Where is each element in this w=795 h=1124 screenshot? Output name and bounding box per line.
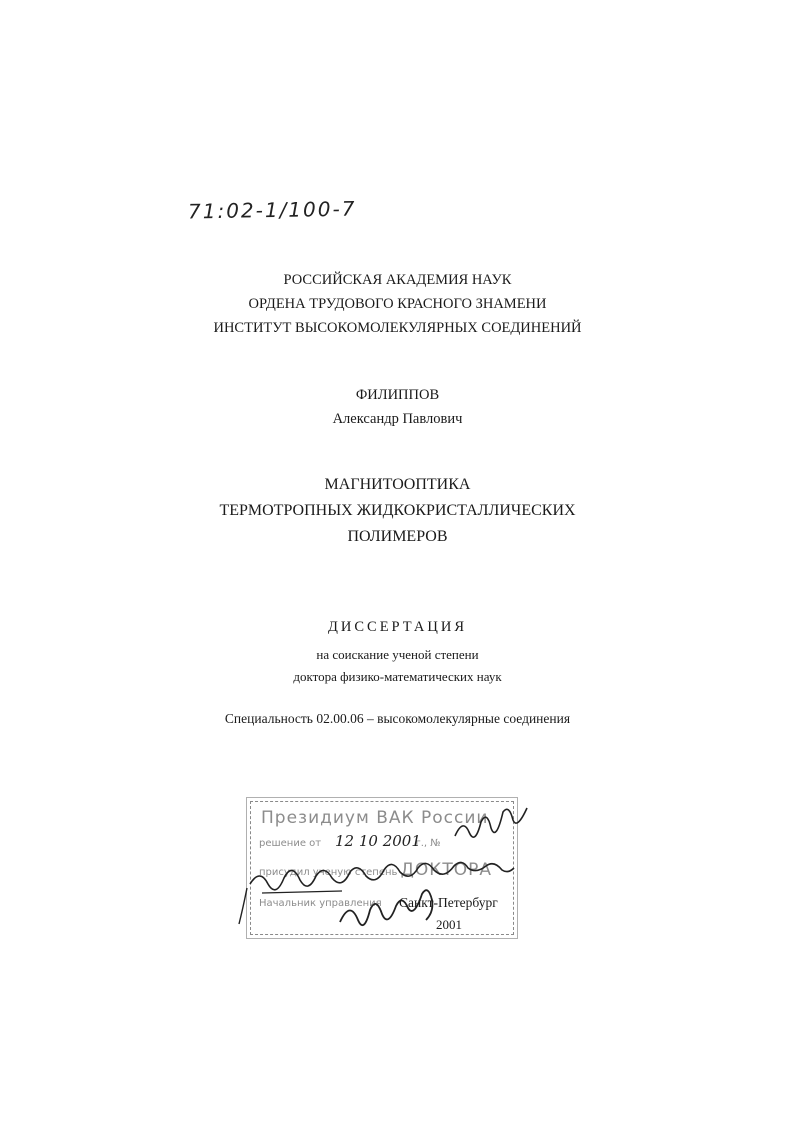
stamp-degree-prefix: присудил ученую степень <box>259 867 398 878</box>
institution-line-1: РОССИЙСКАЯ АКАДЕМИЯ НАУК <box>283 272 512 288</box>
title-line-2: ТЕРМОТРОПНЫХ ЖИДКОКРИСТАЛЛИЧЕСКИХ <box>219 502 576 519</box>
stamp-title: Президиум ВАК России <box>261 808 489 828</box>
dissertation-heading: ДИССЕРТАЦИЯ <box>327 619 468 635</box>
stamp-decision-prefix: решение от <box>259 838 322 849</box>
degree-line-2: доктора физико-математических наук <box>293 669 502 684</box>
degree-line-1: на соискание ученой степени <box>316 647 479 662</box>
city-name: Санкт-Петербург <box>399 895 498 910</box>
title-line-3: ПОЛИМЕРОВ <box>347 528 448 545</box>
stamp-degree-big: ДОКТОРА <box>400 860 492 880</box>
handwritten-archive-code: 71:02-1/100-7 <box>187 196 357 224</box>
stamp-decision-suffix: г., № <box>415 838 441 849</box>
signature-mark-left <box>239 888 247 924</box>
signature-top-right <box>455 808 527 837</box>
specialty-line: Специальность 02.00.06 – высокомолекулярные соединения <box>224 711 571 726</box>
stamp-handwritten-date: 12 10 2001 <box>335 832 421 850</box>
year: 2001 <box>436 917 462 932</box>
signature-line <box>262 891 342 893</box>
signature-handwritten-specialty <box>250 862 514 889</box>
author-surname: ФИЛИППОВ <box>355 387 440 403</box>
stamp-head-line: Начальник управления <box>259 898 382 909</box>
institution-line-3: ИНСТИТУТ ВЫСОКОМОЛЕКУЛЯРНЫХ СОЕДИНЕНИЙ <box>213 320 582 336</box>
title-line-1: МАГНИТООПТИКА <box>324 476 471 493</box>
author-name: Александр Павлович <box>332 411 463 427</box>
institution-line-2: ОРДЕНА ТРУДОВОГО КРАСНОГО ЗНАМЕНИ <box>248 296 547 312</box>
